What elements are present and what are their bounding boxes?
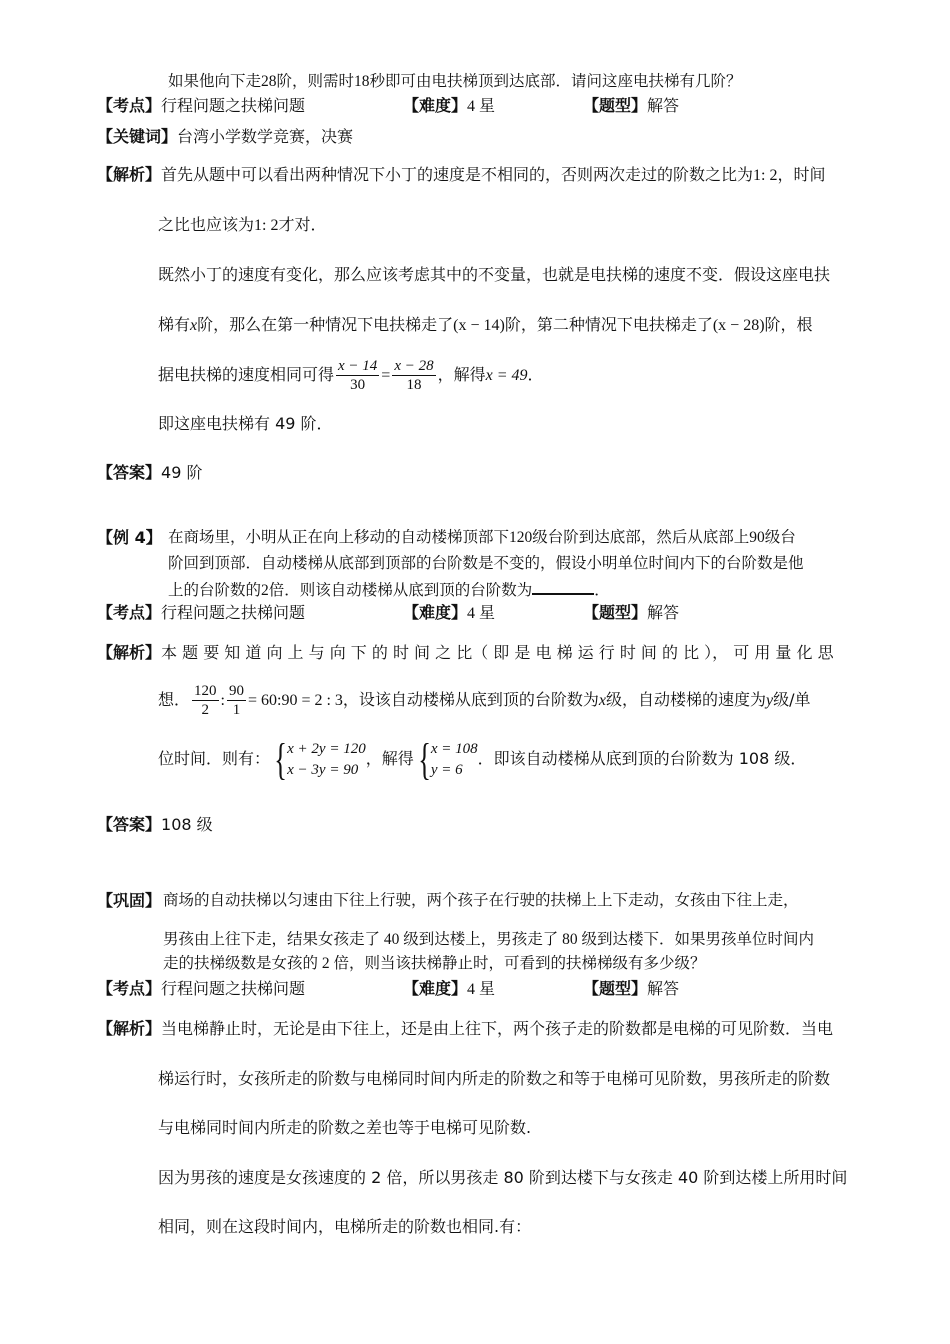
example-label <box>97 528 162 548</box>
nandu-row <box>403 96 495 117</box>
jiexi-line-2: 梯运行时，女孩所走的阶数与电梯同时间内所走的阶数之和等于电梯可见阶数，男孩所走的阶数 <box>158 1069 831 1088</box>
keywords-value: 台湾小学数学竞赛，决赛 <box>177 127 354 146</box>
kaodian-label: 【考点】 <box>97 96 162 115</box>
jiexi-text: 阶，那么在第一种情况下电扶梯走了 <box>197 315 454 334</box>
jiexi-label: 【解析】 <box>97 165 162 184</box>
fraction-1: $\frac{x - 14}{30}$ <box>338 358 378 393</box>
nandu-value: 4 星 <box>467 98 496 115</box>
jiexi-text: ，解得 <box>365 749 414 768</box>
kaodian-value: 行程问题之扶梯问题 <box>161 979 306 998</box>
jiexi-line-3: 与电梯同时间内所走的阶数之差也等于电梯可见阶数. <box>158 1118 532 1137</box>
gonggu-label: 【巩固】 <box>97 891 162 910</box>
tixing-label: 【题型】 <box>583 603 648 622</box>
expression: (x − 28) <box>712 317 765 334</box>
solution: x = 49 <box>485 367 528 384</box>
nandu-label: 【难度】 <box>403 979 468 998</box>
jiexi-line-6: 即这座电扶梯有 49 阶． <box>158 414 333 433</box>
jiexi-text: ．即该自动楼梯从底到顶的台阶数为 108 级． <box>477 749 807 768</box>
expression: (x − 14) <box>453 317 505 334</box>
equals: = <box>381 367 391 384</box>
fraction-2: $\frac{x - 28}{18}$ <box>394 358 434 393</box>
question-line-3: 走的扶梯级数是女孩的 2 倍，则当该扶梯静止时，可看到的扶梯梯级有多少级？ <box>163 955 706 972</box>
nandu-row <box>403 979 495 1000</box>
gonggu-label-row <box>97 891 161 911</box>
question-line-1: 在商场里，小明从正在向上移动的自动楼梯顶部下120级台阶到达底部，然后从底部上90级台 <box>168 529 796 546</box>
jiexi-line-3 <box>158 736 806 782</box>
question-continuation: 如果他向下走28阶，则需时18秒即可由电扶梯顶到达底部．请问这座电扶梯有几阶？ <box>168 73 742 90</box>
nandu-row <box>403 603 495 624</box>
keywords-label: 【关键词】 <box>97 127 178 146</box>
jiexi-text: ，设该自动楼梯从底到顶的台阶数为 <box>342 690 599 709</box>
jiexi-line-1 <box>97 165 826 186</box>
jiexi-text: ． <box>527 365 544 384</box>
answer-value: 108 级 <box>161 815 213 834</box>
jiexi-text: 之比也应该为 <box>158 215 255 234</box>
question-line-2: 男孩由上往下走，结果女孩走了 40 级到达楼上，男孩走了 80 级到达楼下．如果男孩单位时间内 <box>163 931 815 948</box>
colon: : <box>220 692 225 709</box>
equation-system-1: { x + 2y = 120 x − 3y = 90 <box>274 734 366 784</box>
tixing-value: 解答 <box>647 979 680 998</box>
jiexi-text: 级/单 <box>773 690 811 709</box>
jiexi-text: 据电扶梯的速度相同可得 <box>158 365 335 384</box>
nandu-label: 【难度】 <box>403 603 468 622</box>
jiexi-label: 【解析】 <box>97 1019 162 1038</box>
answer-blank <box>532 579 594 595</box>
nandu-value: 4 星 <box>467 981 496 998</box>
equation-system-2: { x = 108 y = 6 <box>417 734 478 784</box>
kaodian-label: 【考点】 <box>97 603 162 622</box>
jiexi-text: 阶，第二种情况下电扶梯走了 <box>504 315 713 334</box>
jiexi-text: 本 题 要 知 道 向 上 与 向 下 的 时 间 之 比（ 即 是 电 梯 运 行 时 间 的 比 ）， 可 用 量 化 思 <box>161 643 834 662</box>
jiexi-line-4: 因为男孩的速度是女孩速度的 2 倍，所以男孩走 80 阶到达楼下与女孩走 40 阶到达楼上所用时间 <box>158 1168 848 1187</box>
jiexi-line-4 <box>158 315 813 336</box>
question-line-2: 阶回到顶部．自动楼梯从底部到顶部的台阶数是不变的，假设小明单位时间内下的台阶数是他 <box>168 555 804 572</box>
jiexi-text: 级，自动楼梯的速度为 <box>606 690 767 709</box>
fraction-120-2: $\frac{120}{2}$ <box>194 683 217 718</box>
jiexi-text: ，时间 <box>777 165 826 184</box>
question-text: 上的台阶数的2倍．则该自动楼梯从底到顶的台阶数为 <box>168 582 533 599</box>
variable-y: y <box>766 692 774 709</box>
jiexi-text: 梯有 <box>158 315 191 334</box>
jiexi-line-3: 既然小丁的速度有变化，那么应该考虑其中的不变量，也就是电扶梯的速度不变．假设这座电扶 <box>158 265 831 284</box>
jiexi-line-2 <box>158 215 326 236</box>
tixing-label: 【题型】 <box>583 96 648 115</box>
example-4-label: 【例 4】 <box>97 528 162 547</box>
jiexi-text: ，解得 <box>437 365 486 384</box>
answer-row <box>97 463 202 483</box>
ratio: 1: 2 <box>254 217 279 234</box>
jiexi-line-1 <box>97 1019 833 1039</box>
tixing-row <box>583 603 679 623</box>
answer-label: 【答案】 <box>97 463 162 482</box>
answer-value: 49 阶 <box>161 463 203 482</box>
tixing-value: 解答 <box>647 96 680 115</box>
variable-x: x <box>598 692 607 709</box>
jiexi-text: 想． <box>158 690 191 709</box>
jiexi-text: 位时间．则有： <box>158 749 271 768</box>
question-text: ． <box>594 582 610 599</box>
jiexi-line-5: 相同，则在这段时间内，电梯所走的阶数也相同.有： <box>158 1217 532 1236</box>
kaodian-value: 行程问题之扶梯问题 <box>161 603 306 622</box>
tixing-row <box>583 96 679 116</box>
jiexi-text: 才对． <box>278 215 327 234</box>
tixing-label: 【题型】 <box>583 979 648 998</box>
variable-x: x <box>190 317 198 334</box>
jiexi-label: 【解析】 <box>97 643 162 662</box>
jiexi-text: 当电梯静止时，无论是由下往上，还是由上往下，两个孩子走的阶数都是电梯的可见阶数．当电 <box>161 1019 834 1038</box>
question-line-1: 商场的自动扶梯以匀速由下往上行驶，两个孩子在行驶的扶梯上上下走动，女孩由下往上走， <box>163 892 799 909</box>
answer-row <box>97 815 213 835</box>
jiexi-text: 阶，根 <box>764 315 813 334</box>
jiexi-line-2 <box>158 680 811 721</box>
jiexi-text: 首先从题中可以看出两种情况下小丁的速度是不相同的，否则两次走过的阶数之比为 <box>161 165 754 184</box>
kaodian-value: 行程问题之扶梯问题 <box>161 96 306 115</box>
tixing-row <box>583 979 679 999</box>
kaodian-row <box>97 96 305 116</box>
keywords-row <box>97 127 353 147</box>
ratio: = 60:90 = 2 : 3 <box>247 692 343 709</box>
kaodian-row <box>97 603 305 623</box>
jiexi-line-5 <box>158 355 544 396</box>
nandu-value: 4 星 <box>467 605 496 622</box>
jiexi-line-1 <box>97 643 834 663</box>
question-line-3 <box>168 579 610 601</box>
answer-label: 【答案】 <box>97 815 162 834</box>
kaodian-label: 【考点】 <box>97 979 162 998</box>
fraction-90-1: $\frac{90}{1}$ <box>228 683 244 718</box>
tixing-value: 解答 <box>647 603 680 622</box>
kaodian-row <box>97 979 305 999</box>
nandu-label: 【难度】 <box>403 96 468 115</box>
ratio: 1: 2 <box>753 167 778 184</box>
